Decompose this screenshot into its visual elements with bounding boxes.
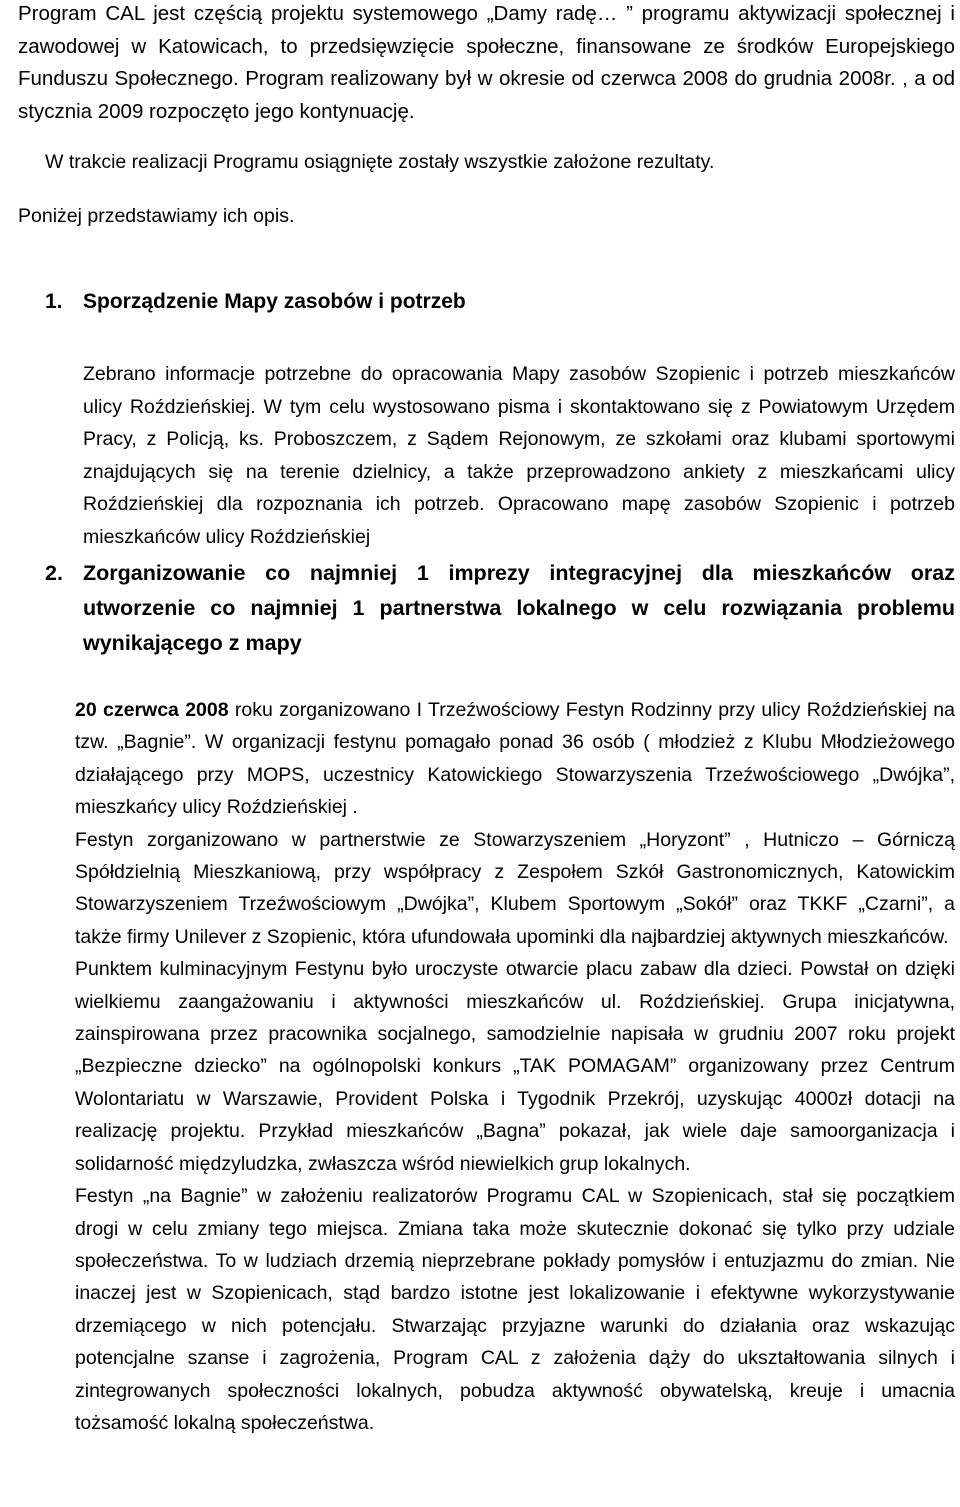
festival-description: roku zorganizowano I Trzeźwościowy Festyn Rodzinny przy ulicy Roździeńskiej na tzw. „Bagnie”. W organizacji festynu pomagało ponad 36 osób ( młodzież z Klubu Młodzieżowego działającego przy MOPS, uczestnicy Katowickiego Stowarzyszenia Trzeźwościowego „Dwójka”, mieszkańcy ulicy Roździeńskiej . xyxy=(75,699,956,819)
playground-paragraph: Punktem kulminacyjnym Festynu było uroczyste otwarcie placu zabaw dla dzieci. Powstał on dzięki wielkiemu zaangażowaniu i aktywności mieszkańców ul. Roździeńskiej. Grupa inicjatywna, zainspirowana przez pracownika socjalnego, samodzielnie napisała w grudniu 2007 roku projekt „Bezpieczne dziecko” na ogólnopolski konkurs „TAK POMAGAM” organizowany przez Centrum Wolontariatu w Warszawie, Provident Polska i Tygodnik Przekrój, uzyskując 4000zł dotacji na realizację projektu. Przykład mieszkańców „Bagna” pokazał, jak wiele daje samoorganizacja i solidarność międzyludzka, zwłaszcza wśród niewielkich grup lokalnych. xyxy=(75,958,955,1175)
description-lead: Poniżej przedstawiamy ich opis. xyxy=(18,205,295,227)
festival-date: 20 czerwca 2008 xyxy=(75,699,229,721)
festival-paragraph xyxy=(75,694,955,824)
section-2-body xyxy=(75,694,955,1439)
section-2-title: Zorganizowanie co najmniej 1 imprezy integracyjnej dla mieszkańców oraz utworzenie co najmniej 1 partnerstwa lokalnego w celu rozwiązania problemu wynikającego z mapy xyxy=(83,561,955,655)
results-statement: W trakcie realizacji Programu osiągnięte zostały wszystkie założone rezultaty. xyxy=(45,151,715,173)
section-2-number: 2. xyxy=(45,561,63,585)
intro-paragraph: Program CAL jest częścią projektu systemowego „Damy radę… ” programu aktywizacji społecznej i zawodowej w Katowicach, to przedsięwzięcie społeczne, finansowane ze środków Europejskiego Funduszu Społecznego. Program realizowany był w okresie od czerwca 2008 do grudnia 2008r. , a od stycznia 2009 rozpoczęto jego kontynuację. xyxy=(18,2,955,123)
conclusion-paragraph: Festyn „na Bagnie” w założeniu realizatorów Programu CAL w Szopienicach, stał się początkiem drogi w celu zmiany tego miejsca. Zmiana taka może skutecznie dokonać się tylko przy udziale społeczeństwa. To w ludziach drzemią nieprzebrane pokłady pomysłów i entuzjazmu do zmian. Nie inaczej jest w Szopienicach, stąd bardzo istotne jest lokalizowanie i efektywne wykorzystywanie drzemiącego w nich potencjału. Stwarzając przyjazne warunki do działania oraz wskazując potencjalne szanse i zagrożenia, Program CAL z założenia dąży do ukształtowania silnych i zintegrowanych społeczności lokalnych, pobudza aktywność obywatelską, kreuje i umacnia tożsamość lokalną społeczeństwa. xyxy=(75,1185,955,1434)
section-1-heading xyxy=(45,290,466,314)
section-2-heading xyxy=(45,556,955,661)
section-1-body: Zebrano informacje potrzebne do opracowania Mapy zasobów Szopienic i potrzeb mieszkańców ulicy Roździeńskiej. W tym celu wystosowano pisma i skontaktowano się z Powiatowym Urzędem Pracy, z Policją, ks. Proboszczem, z Sądem Rejonowym, ze szkołami oraz klubami sportowymi znajdujących się na terenie dzielnicy, a także przeprowadzono ankiety z mieszkańcami ulicy Roździeńskiej dla rozpoznania ich potrzeb. Opracowano mapę zasobów Szopienic i potrzeb mieszkańców ulicy Roździeńskiej xyxy=(83,363,955,548)
section-1-number: 1. xyxy=(45,290,63,313)
partners-paragraph: Festyn zorganizowano w partnerstwie ze Stowarzyszeniem „Horyzont” , Hutniczo – Górniczą Spółdzielnią Mieszkaniową, przy współpracy z Zespołem Szkół Gastronomicznych, Katowickim Stowarzyszeniem Trzeźwościowym „Dwójka”, Klubem Sportowym „Sokół” oraz TKKF „Czarni”, a także firmy Unilever z Szopienic, która ufundowała upominki dla najbardziej aktywnych mieszkańców. xyxy=(75,828,955,948)
section-1-title: Sporządzenie Mapy zasobów i potrzeb xyxy=(83,290,466,313)
